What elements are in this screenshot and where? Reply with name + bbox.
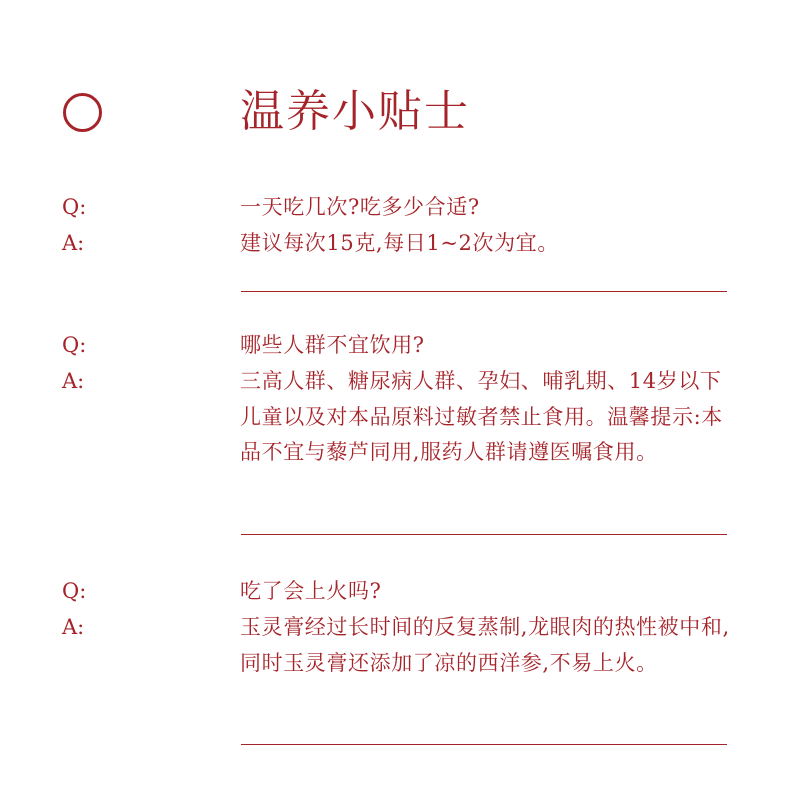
circle-outline-icon — [63, 93, 102, 132]
question-text-3: 吃了会上火吗? — [240, 579, 382, 603]
question-text-1: 一天吃几次?吃多少合适? — [240, 195, 480, 219]
answer-label-3: A: — [62, 615, 85, 639]
page-title: 温养小贴士 — [240, 86, 470, 137]
question-label-3: Q: — [62, 579, 87, 603]
answer-text-1: 建议每次15克,每日1~2次为宜。 — [240, 231, 559, 255]
divider-3 — [241, 744, 727, 745]
question-text-2: 哪些人群不宜饮用? — [240, 333, 425, 357]
question-label-2: Q: — [62, 333, 87, 357]
answer-text-3: 玉灵膏经过长时间的反复蒸制,龙眼肉的热性被中和,同时玉灵膏还添加了凉的西洋参,不易上火。 — [240, 615, 730, 675]
divider-2 — [241, 534, 727, 535]
answer-text-2: 三高人群、糖尿病人群、孕妇、哺乳期、14岁以下儿童以及对本品原料过敏者禁止食用。温馨提示:本品不宜与藜芦同用,服药人群请遵医嘱食用。 — [240, 369, 723, 464]
answer-label-2: A: — [62, 369, 85, 393]
divider-1 — [241, 291, 727, 292]
question-label-1: Q: — [62, 195, 87, 219]
answer-label-1: A: — [62, 231, 85, 255]
